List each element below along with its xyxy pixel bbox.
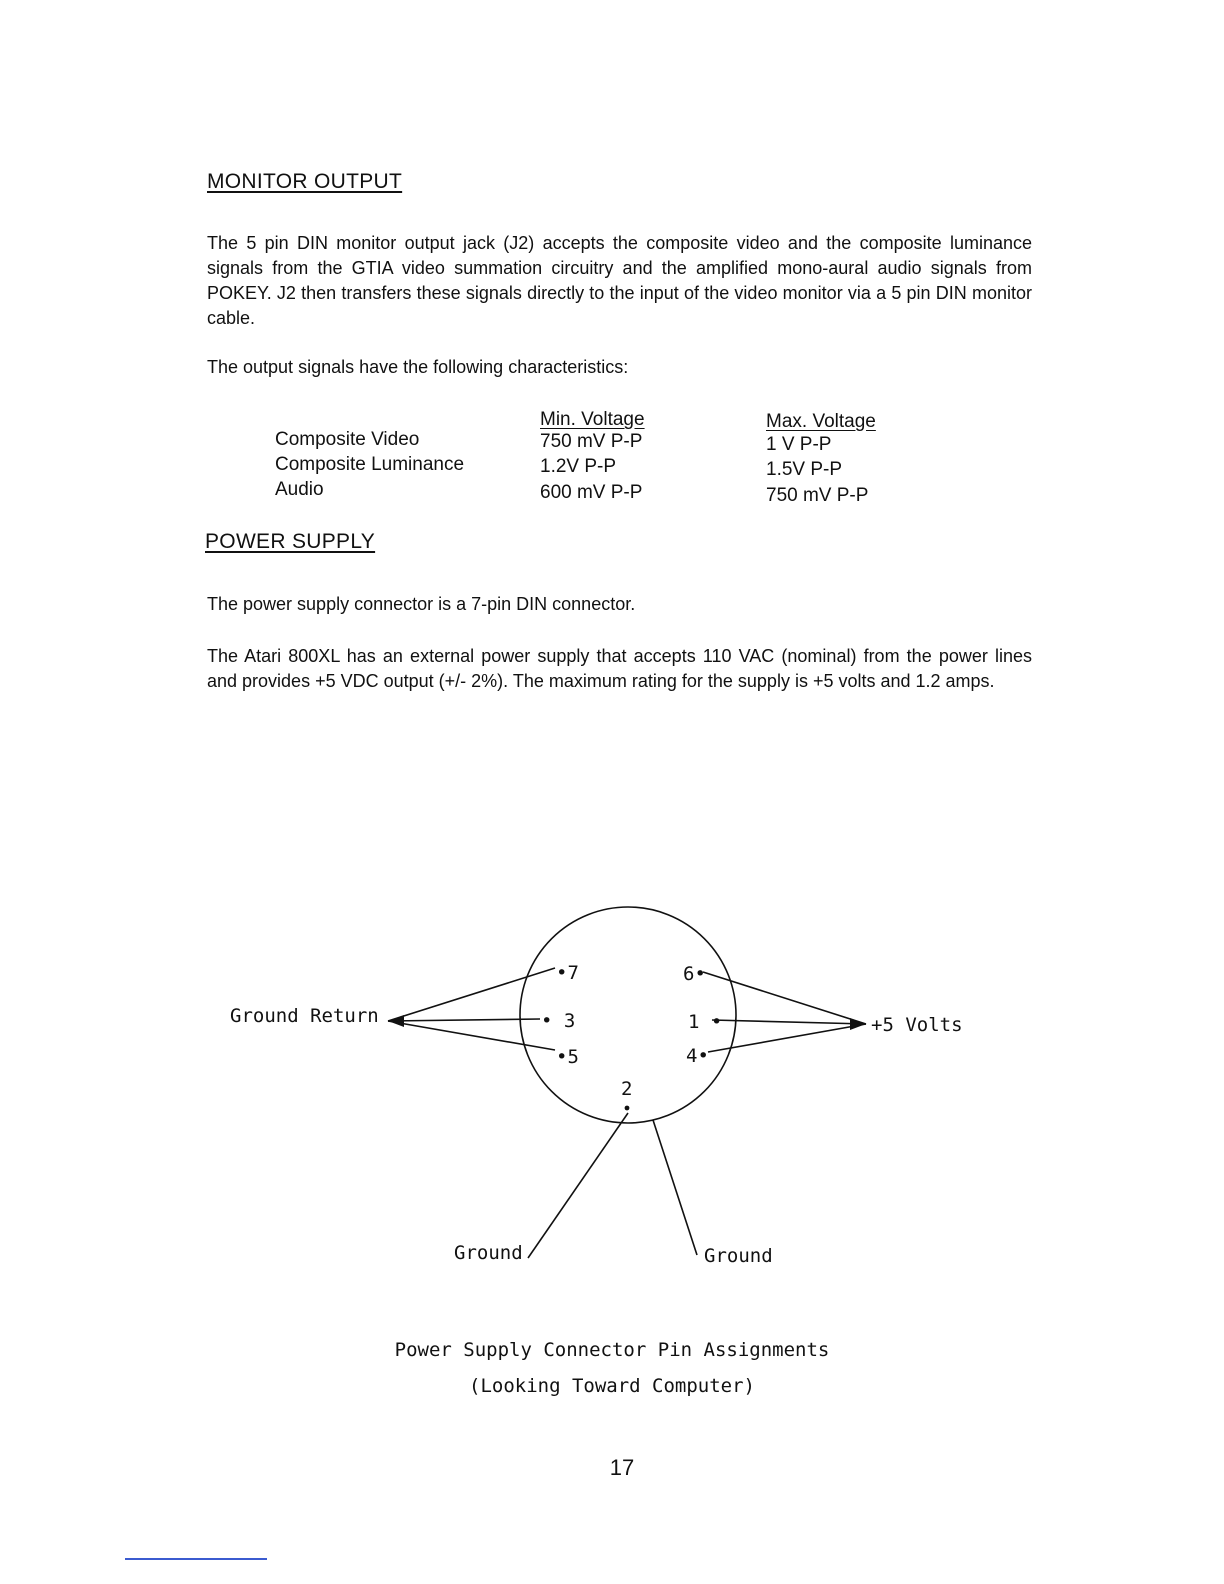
table-header-max-voltage: Max. Voltage xyxy=(766,411,876,432)
diagram-caption xyxy=(312,1332,912,1404)
table-row-signal: Composite Video xyxy=(275,429,420,450)
table-row-min: 750 mV P-P xyxy=(540,431,643,452)
plus5-volts-label: +5 Volts xyxy=(871,1014,963,1036)
ground-lead-right xyxy=(653,1120,697,1255)
pin-1-label: 1 • xyxy=(688,1011,723,1033)
table-row-min: 600 mV P-P xyxy=(540,482,643,503)
pin-6-label: 6• xyxy=(683,963,706,985)
ground-return-leads xyxy=(388,968,555,1050)
signal-table-intro: The output signals have the following characteristics: xyxy=(207,357,629,377)
table-row-min: 1.2V P-P xyxy=(540,456,617,477)
ground-left-label: Ground xyxy=(454,1242,523,1264)
ground-return-label: Ground Return xyxy=(230,1005,379,1027)
table-row-max: 1.5V P-P xyxy=(766,459,843,480)
arrowhead-ground-return xyxy=(388,1015,404,1027)
ground-right-label: Ground xyxy=(704,1245,773,1267)
caption-line-1: Power Supply Connector Pin Assignments xyxy=(394,1339,830,1361)
pin-3-label: • 3 xyxy=(541,1010,576,1032)
pin-2-label: 2 xyxy=(621,1078,633,1100)
table-row-max: 1 V P-P xyxy=(766,434,832,455)
pin-7-label: •7 xyxy=(556,962,579,984)
caption-line-2: (Looking Toward Computer) xyxy=(469,1375,755,1397)
bottom-rule xyxy=(125,1558,267,1560)
pin-2-dot xyxy=(625,1106,630,1111)
arrowhead-plus5 xyxy=(850,1018,866,1030)
table-row-max: 750 mV P-P xyxy=(766,485,869,506)
page-number: 17 xyxy=(609,1455,635,1480)
pin-4-label: 4• xyxy=(686,1045,709,1067)
section-heading-power-supply: POWER SUPPLY xyxy=(205,530,376,553)
plus5-volts-leads xyxy=(703,972,866,1052)
monitor-output-paragraph: The 5 pin DIN monitor output jack (J2) accepts the composite video and the composite luminance signals from the GTIA video summation circuitry and the amplified mono-aural audio signals from POKEY. J2 then transfers these signals directly to the input of the video monitor via a 5 pin DIN monitor cable. xyxy=(207,233,1032,328)
table-row-signal: Composite Luminance xyxy=(275,454,465,475)
section-heading-monitor-output: MONITOR OUTPUT xyxy=(207,170,403,193)
ground-lead-left xyxy=(528,1113,628,1258)
power-supply-paragraph-2: The Atari 800XL has an external power supply that accepts 110 VAC (nominal) from the power lines and provides +5 VDC output (+/- 2%). The maximum rating for the supply is +5 volts and 1.2 amps. xyxy=(207,646,1032,691)
table-row-signal: Audio xyxy=(275,479,324,500)
table-header-min-voltage: Min. Voltage xyxy=(540,409,645,430)
power-supply-paragraph-1: The power supply connector is a 7-pin DIN connector. xyxy=(207,594,636,614)
pin-5-label: •5 xyxy=(556,1046,579,1068)
